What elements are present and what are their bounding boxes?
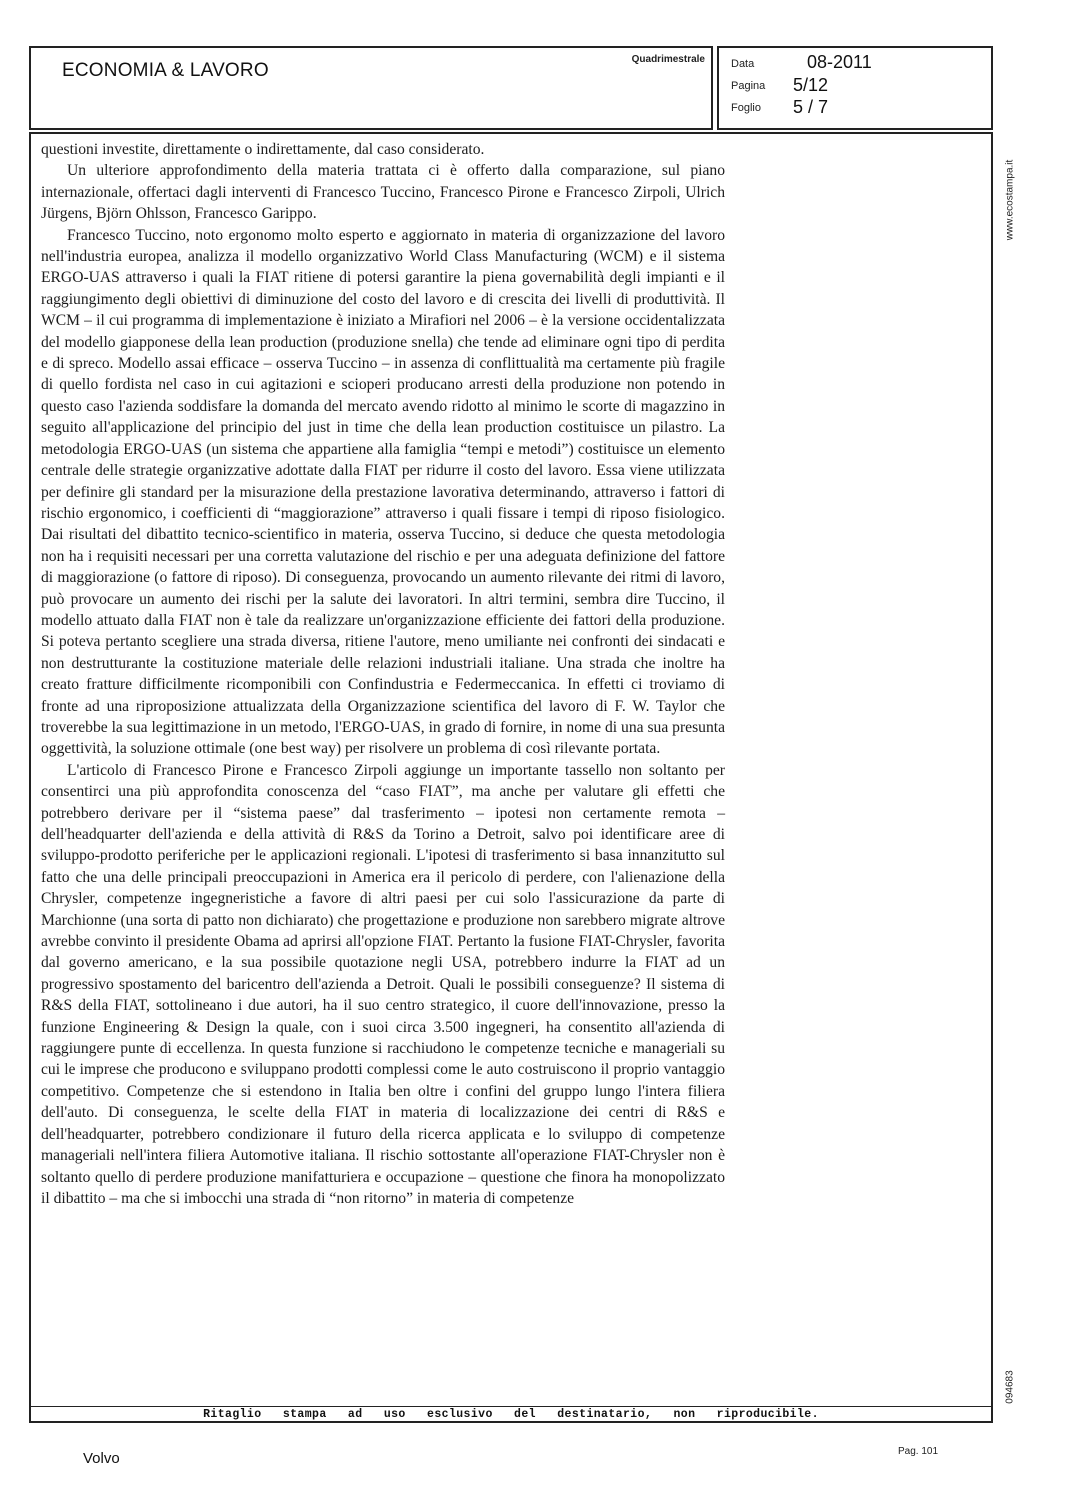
article-body (41, 139, 725, 1209)
header-meta-box (717, 46, 993, 130)
date-value: 08-2011 (807, 52, 872, 72)
website-vertical (1000, 140, 1020, 260)
article-paragraph: questioni investite, direttamente o indirettamente, dal caso considerato. (41, 141, 485, 158)
header-publication-box (29, 46, 713, 130)
footer-client: Volvo (83, 1450, 120, 1467)
page-label: Pagina (731, 80, 766, 92)
article-paragraph: Un ulteriore approfondimento della materia trattata ci è offerto dalla comparazione, sul piano internazionale, offertaci dagli interventi di Francesco Tuccino, Francesco Pirone e Francesco Zirpoli, Ulrich Jürgens, Björn Ohlsson, Francesco Garippo. (41, 162, 725, 223)
sheet-value: 5 / 7 (793, 97, 829, 117)
article-frame (29, 132, 993, 1423)
clipping-notice (29, 1406, 993, 1423)
periodicity-label: Quadrimestrale (631, 54, 705, 65)
page-value: 5/12 (793, 75, 829, 95)
footer-page-number: Pag. 101 (898, 1446, 939, 1457)
article-paragraph: L'articolo di Francesco Pirone e Francesco Zirpoli aggiunge un importante tassello non soltanto per consentirci una più approfondita conoscenza del “caso FIAT”, ma anche per valutare gli effetti che potrebbero derivare per il “sistema paese” dal trasferimento – ipotesi non certamente remota – dell'headquarter dell'azienda e della attività di R&S da Torino a Detroit, salvo poi identificare aree di sviluppo-prodotto periferiche per le applicazioni regionali. L'ipotesi di trasferimento si basa innanzitutto sul fatto che una delle principali preoccupazioni in America era il pericolo di perdere, con l'alienazione della Chrysler, competenze ingegneristiche a favore di altri paesi per cui solo l'assicurazione da parte di Marchionne (una sorta di patto non dichiarato) che progettazione e produzione non sarebbero migrate altrove avrebbe convinto il presidente Obama ad aprirsi all'opzione FIAT. Pertanto la fusione FIAT-Chrysler, favorita dal governo americano, e la sua possibile quotazione negli USA, potrebbero indurre la FIAT ad un progressivo spostamento del baricentro dell'azienda a Detroit. Quali le possibili conseguenze? Il sistema di R&S della FIAT, sottolineano i due autori, ha il suo centro strategico, il cuore dell'innovazione, presso la funzione Engineering & Design la quale, con i suoi circa 3.500 ingegneri, ha consentito all'azienda di raggiungere punte di eccellenza. In questa funzione si racchiudono le competenze tecniche e manageriali su cui le imprese che producono e sviluppano prodotti complessi come le auto costruiscono il proprio vantaggio competitivo. Competenze che si estendono in Italia ben oltre i confini del gruppo lungo l'intera filiera dell'auto. Di conseguenza, le scelte della FIAT in materia di localizzazione dei centri di R&S e dell'headquarter, potrebbero condizionare il futuro della ricerca applicata e lo sviluppo di competenze manageriali nell'intera filiera Automotive italiana. Il rischio sottostante all'operazione FIAT-Chrysler non è soltanto quello di perdere produzione manifatturiera e occupazione – questione che finora ha monopolizzato il dibattito – ma che si imbocchi una strada di “non ritorno” in materia di competenze (41, 761, 725, 1207)
publication-name: ECONOMIA & LAVORO (62, 60, 269, 81)
code-vertical (1000, 1362, 1020, 1412)
article-paragraph: Francesco Tuccino, noto ergonomo molto esperto e aggiornato in materia di organizzazione del lavoro nell'industria europea, analizza il modello organizzativo World Class Manufacturing (WCM) e il sistema ERGO-UAS attraverso i quali la FIAT ritiene di potersi garantire la piena governabilità degli impianti e il raggiungimento degli obiettivi di diminuzione del costo del lavoro e di crescita dei livelli di produttività. Il WCM – il cui programma di implementazione è iniziato a Mirafiori nel 2006 – è la versione occidentalizzata del modello giapponese della lean production (produzione snella) che tende ad eliminare ogni tipo di perdita e di spreco. Modello assai efficace – osserva Tuccino – in assenza di conflittualità ma certamente più fragile di quello fordista nel caso in cui agitazioni e scioperi producano arresti della produzione non potendo in questo caso l'azienda soddisfare la domanda del mercato avendo ridotto al minimo le scorte di magazzino in seguito all'applicazione del principio del just in time che della lean production costituisce un pilastro. La metodologia ERGO-UAS (un sistema che appartiene alla famiglia “tempi e metodi”) costituisce un elemento centrale delle strategie organizzative adottate dalla FIAT per ridurre il costo del lavoro. Essa viene utilizzata per definire gli standard per la misurazione della prestazione lavorativa determinando, attraverso i fattori di rischio ergonomico, i coefficienti di “maggiorazione” attraverso i quali fissare i tempi di riposo fisiologico. Dai risultati del dibattito tecnico-scientifico in materia, osserva Tuccino, si deduce che questa metodologia non ha i requisiti necessari per una corretta valutazione del rischio e per una adeguata definizione del fattore di maggiorazione (o fattore di riposo). Di conseguenza, provocando un aumento rilevante dei ritmi di lavoro, può provocare un aumento dei rischi per la salute dei lavoratori. In altri termini, sembra dire Tuccino, il modello attuato dalla FIAT non è tale da realizzare un'organizzazione efficiente dei fattori della produzione. Si poteva pertanto scegliere una strada diversa, ritiene l'autore, meno umiliante nei confronti dei sindacati e non destrutturante la costituzione materiale delle relazioni industriali italiane. Una strada che inoltre ha creato fratture difficilmente ricomponibili con Confindustria e Federmeccanica. In effetti ci troviamo di fronte ad una riproposizione attualizzata della Organizzazione scientifica del lavoro di F. W. Taylor che troverebbe la sua legittimazione in un metodo, l'ERGO-UAS, in grado di fornire, in nome di una sua presunta oggettività, la soluzione ottimale (one best way) per risolvere un problema di così rilevante portata. (41, 226, 725, 758)
website-text: www.ecostampa.it (1004, 159, 1016, 241)
sheet-label: Foglio (731, 102, 761, 114)
date-label: Data (731, 58, 755, 70)
clipping-notice-text: Ritaglio stampa ad uso esclusivo del destinatario, non riproducibile. (203, 1408, 819, 1421)
code-text: 094683 (1004, 1370, 1016, 1404)
